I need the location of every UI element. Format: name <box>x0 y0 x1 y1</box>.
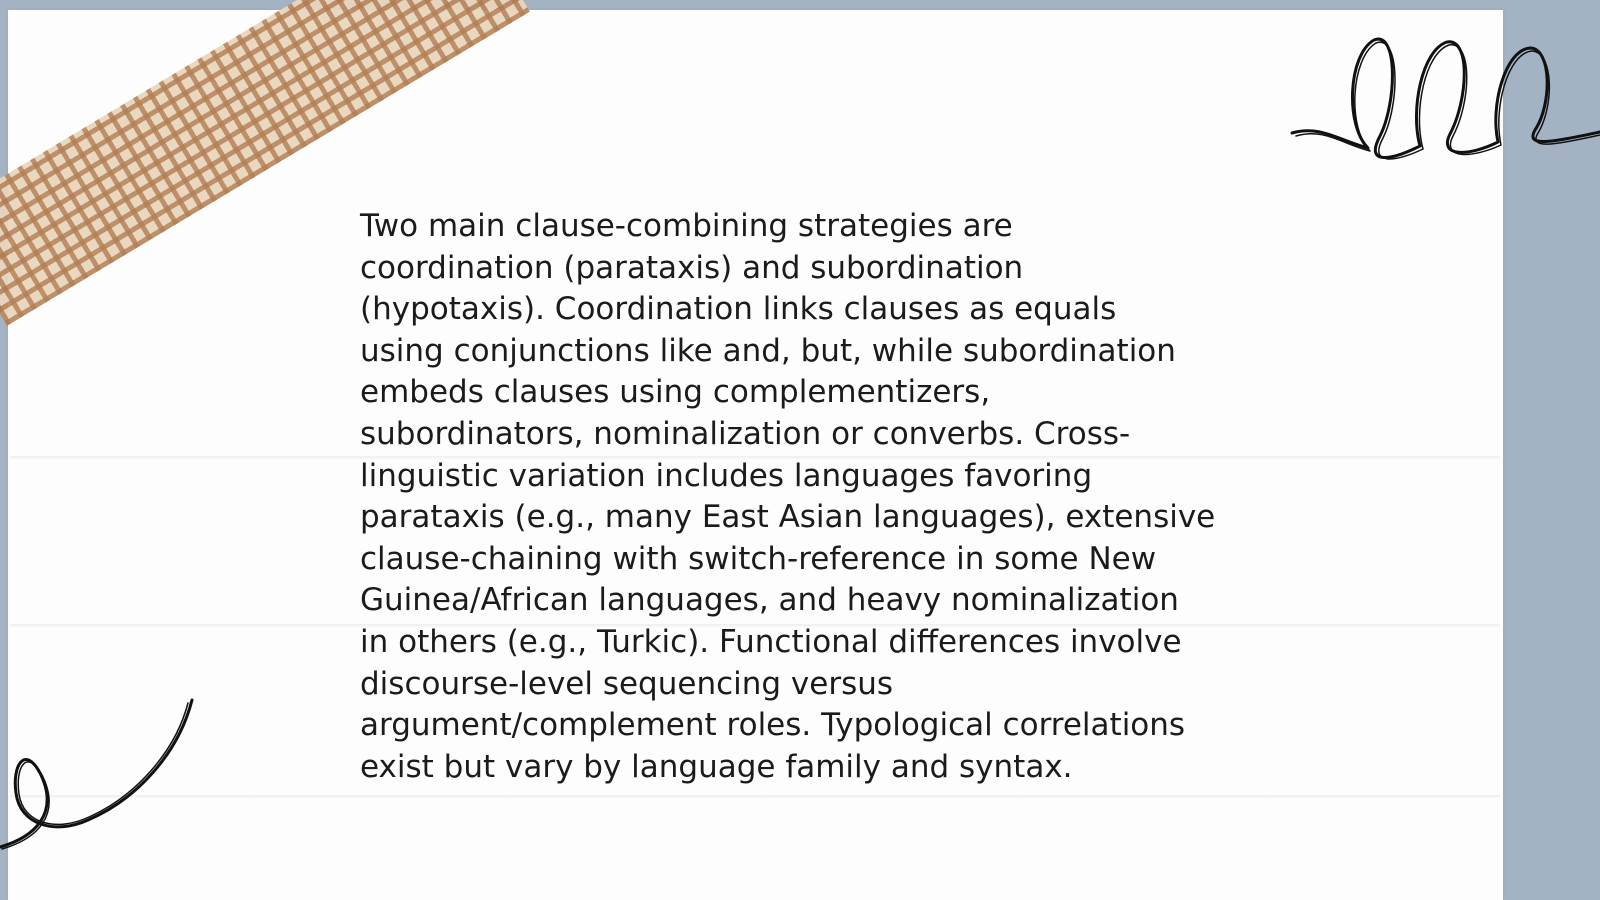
loop-doodle-bottom-left-icon <box>0 695 200 850</box>
paper-fold-line <box>10 795 1500 798</box>
loop-doodle-top-right-icon <box>1290 30 1600 165</box>
body-paragraph: Two main clause-combining strategies are coordination (parataxis) and subordination (hypotaxis). Coordination links clauses as equals using conjunctions like and, but, while subordination embeds clauses using complementizers, subordinators, nominalization or converbs. Cross- linguistic variation includes languages favoring parataxis (e.g., many East Asian languages), extensive clause-chaining with switch-reference in some New Guinea/African languages, and heavy nominalization in others (e.g., Turkic). Functional differences involve discourse-level sequencing versus argument/complement roles. Typological correlations exist but vary by language family and syntax. <box>360 208 1216 785</box>
